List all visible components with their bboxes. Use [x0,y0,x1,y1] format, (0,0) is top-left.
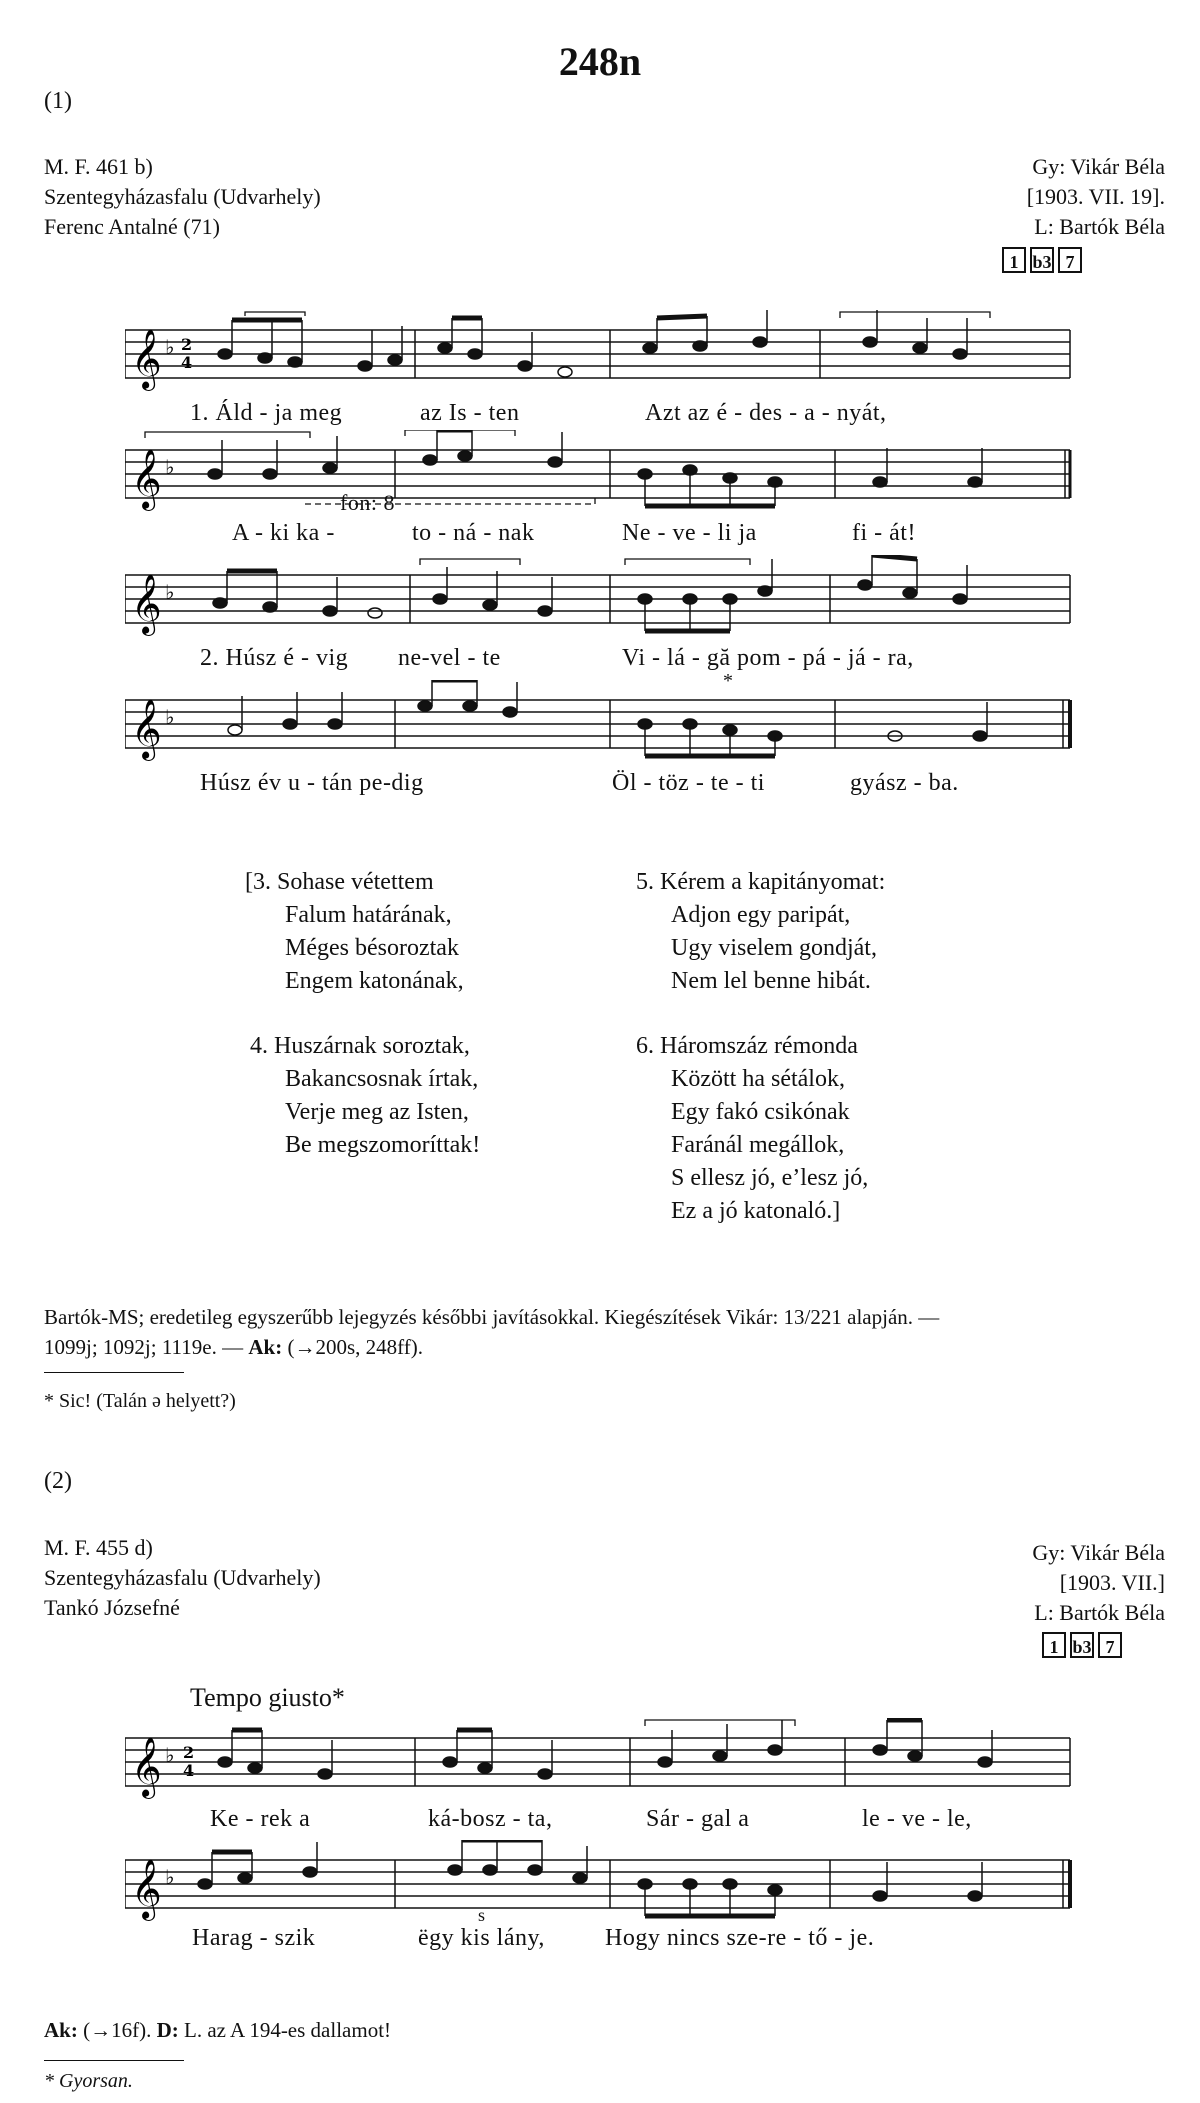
svg-text:𝄞: 𝄞 [131,1737,162,1797]
fon-label: fon: 8 [340,490,395,515]
verse-5 [636,866,885,998]
svg-text:♭: ♭ [165,1743,175,1767]
scale-box: 1 [1002,247,1026,273]
lyric-line: Hogy nincs sze-re - tő - je. [605,1925,875,1951]
lyric-line: Ke - rek a [210,1806,311,1832]
meta-line: Szentegyházasfalu (Udvarhely) [44,1565,321,1590]
lyric-line: ne-vel - te [398,645,501,671]
note-text: 1099j; 1092j; 1119e. — [44,1335,244,1359]
verse-line: Között ha sétálok, [671,1066,845,1092]
source-meta-1 [44,152,321,242]
verse-line: 4. Huszárnak soroztak, [250,1033,470,1059]
meta-line: Gy: Vikár Béla [1032,154,1165,179]
scale-box: b3 [1070,1632,1094,1658]
lyric-line: 1. Áld - ja meg [190,400,343,426]
music-staff [125,310,1075,400]
svg-text:𝄞: 𝄞 [131,329,162,389]
lyric-line: Vi - lá - gă pom - pá - já - ra, [622,645,914,671]
page-title: 248n [558,39,642,84]
meta-line: L: Bartók Béla [1034,1600,1165,1625]
scale-box: 7 [1058,247,1082,273]
lyric-line: Harag - szik [192,1925,316,1951]
svg-text:♭: ♭ [165,335,175,359]
source-note-2 [44,2015,391,2045]
collector-meta-2 [1032,1538,1165,1628]
svg-text:2: 2 [181,335,193,354]
asterisk-mark: * [723,670,734,692]
lyric-line: Öl - töz - te - ti [612,770,765,796]
lyric-line: Ne - ve - li ja [622,520,757,546]
verse-line: Ez a jó katonaló.] [671,1198,841,1224]
svg-text:𝄞: 𝄞 [131,1859,162,1919]
d-label: D: [156,2018,179,2042]
ak-label: Ak: [44,2018,78,2042]
verse-line: Egy fakó csikónak [671,1099,850,1125]
section-label-2: (2) [44,1468,72,1494]
meta-line: Ferenc Antalné (71) [44,214,220,239]
meta-line: [1903. VII.] [1059,1570,1165,1595]
lyric-line: Húsz év u - tán pe-dig [200,770,424,796]
source-note-1 [44,1302,939,1362]
music-staff [125,1718,1075,1808]
collector-meta-1 [1027,152,1165,242]
verse-line: Faránál megállok, [671,1132,845,1158]
verse-line: Engem katonának, [285,968,464,994]
svg-text:♭: ♭ [165,705,175,729]
scale-box: 7 [1098,1632,1122,1658]
verse-line: Verje meg az Isten, [285,1099,469,1125]
verse-line: Méges bésoroztak [285,935,459,961]
verse-line: S ellesz jó, e’lesz jó, [671,1165,869,1191]
music-staff [125,430,1075,520]
note-line [44,1332,939,1362]
svg-text:𝄞: 𝄞 [131,699,162,759]
scale-boxes-2 [1042,1632,1122,1658]
verse-line: Falum határának, [285,902,452,928]
meta-line: [1903. VII. 19]. [1026,184,1165,209]
scale-box: 1 [1042,1632,1066,1658]
music-staff [125,1840,1075,1930]
scale-boxes-1 [1002,247,1082,273]
verse-line: 6. Háromszáz rémonda [636,1033,858,1059]
music-staff [125,680,1075,770]
lyric-line: az Is - ten [420,400,520,426]
lyric-line: A - ki ka - [232,520,335,546]
svg-text:2: 2 [183,1743,195,1762]
footnote-divider [44,1372,184,1373]
verse-line: Ugy viselem gondját, [671,935,877,961]
lyric-line: ëgy kis lány, [418,1925,545,1951]
meta-line: Szentegyházasfalu (Udvarhely) [44,184,321,209]
lyric-line: Azt az é - des - a - nyát, [645,400,887,426]
svg-text:♭: ♭ [165,1865,175,1889]
lyric-line: fi - át! [852,520,916,546]
verse-line: Bakancsosnak írtak, [285,1066,479,1092]
lyric-line: le - ve - le, [862,1806,972,1832]
scale-box: b3 [1030,247,1054,273]
ak-label: Ak: [248,1335,283,1359]
verse-line: Nem lel benne hibát. [671,968,871,994]
footnote-1: * Sic! (Talán ə helyett?) [44,1390,236,1412]
lyric-line: ká-bosz - ta, [428,1806,553,1832]
s-mark: s [478,1905,486,1925]
section-label-1: (1) [44,88,72,114]
meta-line: M. F. 455 d) [44,1535,153,1560]
d-value: L. az A 194-es dallamot! [184,2018,392,2042]
verse-line: Be megszomoríttak! [285,1132,481,1158]
ak-value: (→16f). [83,2018,152,2042]
svg-text:4: 4 [183,1761,195,1780]
meta-line: L: Bartók Béla [1034,214,1165,239]
lyric-line: to - ná - nak [412,520,535,546]
svg-text:♭: ♭ [165,580,175,604]
svg-text:𝄞: 𝄞 [131,449,162,509]
source-meta-2 [44,1533,321,1623]
verse-6 [636,1030,868,1228]
svg-text:♭: ♭ [165,455,175,479]
verse-4 [250,1030,480,1162]
lyric-line: Sár - gal a [646,1806,750,1832]
ak-value: (→200s, 248ff). [287,1335,423,1359]
meta-line: M. F. 461 b) [44,154,153,179]
lyric-line: gyász - ba. [850,770,959,796]
svg-text:4: 4 [181,353,193,372]
note-line: Bartók-MS; eredetileg egyszerűbb lejegyzés későbbi javításokkal. Kiegészítések Vikár: 13/221 alapján. — [44,1305,940,1329]
svg-text:𝄞: 𝄞 [131,574,162,634]
tempo-marking: Tempo giusto* [190,1683,345,1712]
verse-line: Adjon egy paripát, [671,902,851,928]
lyric-line: 2. Húsz é - vig [200,645,349,671]
meta-line: Tankó Józsefné [44,1595,180,1620]
footnote-divider [44,2060,184,2061]
music-staff [125,555,1075,645]
verse-3 [245,866,464,998]
verse-line: [3. Sohase vétettem [245,869,434,895]
footnote-2: * Gyorsan. [44,2070,133,2092]
meta-line: Gy: Vikár Béla [1032,1540,1165,1565]
verse-line: 5. Kérem a kapitányomat: [636,869,886,895]
